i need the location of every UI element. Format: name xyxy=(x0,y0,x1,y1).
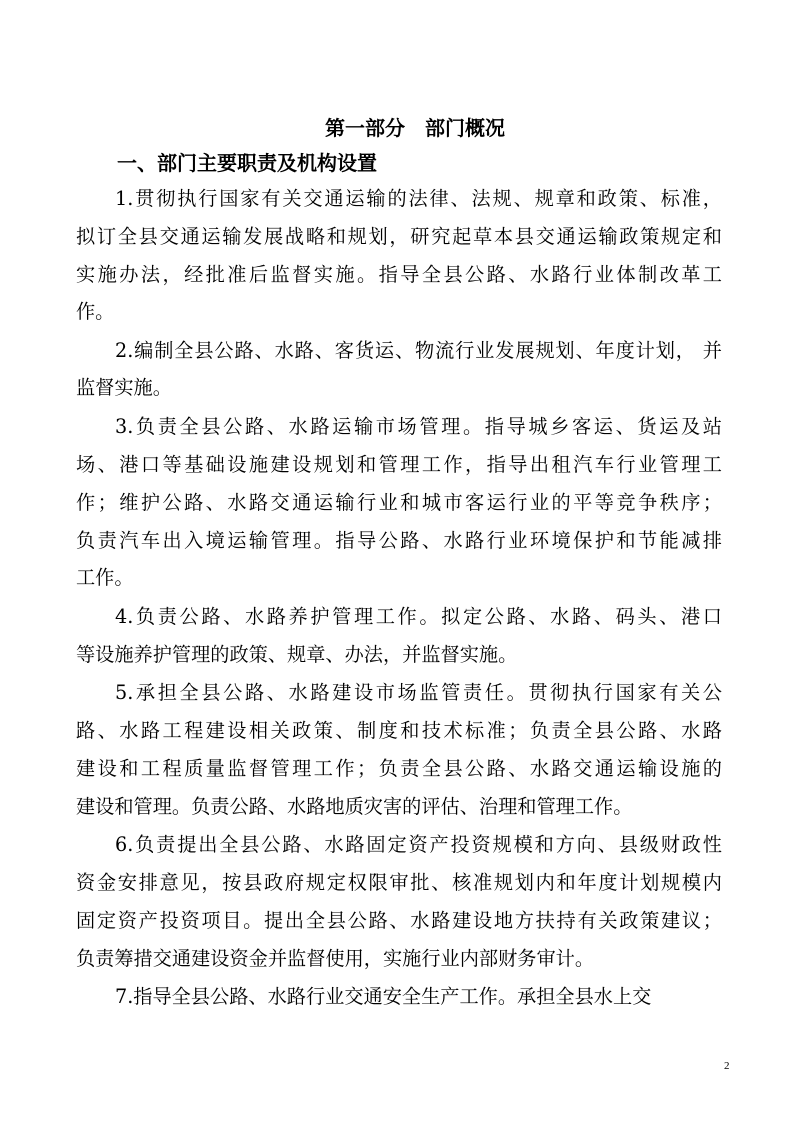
paragraph-line: 拟订全县交通运输发展战略和规划，研究起草本县交通运输政策规定和 xyxy=(76,225,722,248)
paragraph-line: 7.指导全县公路、水路行业交通安全生产工作。承担全县水上交 xyxy=(115,985,652,1008)
paragraph-line: 建设和工程质量监督管理工作；负责全县公路、水路交通运输设施的 xyxy=(76,757,722,780)
paragraph-line: 负责汽车出入境运输管理。指导公路、水路行业环境保护和节能减排 xyxy=(76,529,722,552)
paragraph-line: 监督实施。 xyxy=(76,376,172,399)
paragraph-line: 资金安排意见，按县政府规定权限审批、核准规划内和年度计划规模内 xyxy=(76,871,722,894)
paragraph-line: 作；维护公路、水路交通运输行业和城市客运行业的平等竞争秩序； xyxy=(76,491,722,514)
paragraph-line: 场、港口等基础设施建设规划和管理工作，指导出租汽车行业管理工 xyxy=(76,453,722,476)
paragraph-line: 路、水路工程建设相关政策、制度和技术标准；负责全县公路、水路 xyxy=(76,719,722,742)
paragraph-line: 建设和管理。负责公路、水路地质灾害的评估、治理和管理工作。 xyxy=(76,795,633,818)
paragraph-line: 4.负责公路、水路养护管理工作。拟定公路、水路、码头、港口 xyxy=(115,605,722,628)
section-heading: 一、部门主要职责及机构设置 xyxy=(117,151,377,175)
paragraph-line: 工作。 xyxy=(76,566,134,589)
page-title: 第一部分 部门概况 xyxy=(325,116,505,140)
paragraph-line: 固定资产投资项目。提出全县公路、水路建设地方扶持有关政策建议； xyxy=(76,909,722,932)
paragraph-line: 2.编制全县公路、水路、客货运、物流行业发展规划、年度计划， 并 xyxy=(115,339,722,362)
paragraph-line: 1.贯彻执行国家有关交通运输的法律、法规、规章和政策、标准， xyxy=(115,187,722,210)
paragraph-line: 作。 xyxy=(76,300,115,323)
paragraph-line: 6.负责提出全县公路、水路固定资产投资规模和方向、县级财政性 xyxy=(115,833,722,856)
page-number: 2 xyxy=(724,1060,730,1072)
paragraph-line: 负责筹措交通建设资金并监督使用，实施行业内部财务审计。 xyxy=(76,947,595,970)
paragraph-line: 3.负责全县公路、水路运输市场管理。指导城乡客运、货运及站 xyxy=(115,415,722,438)
paragraph-line: 等设施养护管理的政策、规章、办法，并监督实施。 xyxy=(76,643,518,666)
paragraph-line: 5.承担全县公路、水路建设市场监管责任。贯彻执行国家有关公 xyxy=(115,681,722,704)
paragraph-line: 实施办法，经批准后监督实施。指导全县公路、水路行业体制改革工 xyxy=(76,263,722,286)
